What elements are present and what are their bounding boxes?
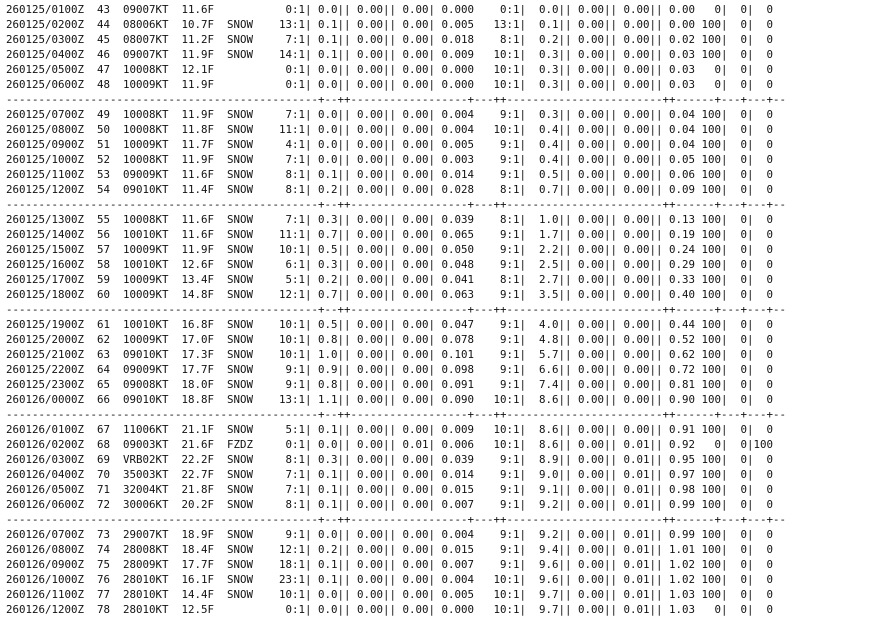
data-row: 260125/0300Z 45 08007KT 11.2F SNOW 7:1| 0.1|| 0.00|| 0.00| 0.018 8:1| 0.2|| 0.00|| 0.00|| 0.02 100| 0| 0 <box>6 33 774 46</box>
data-row: 260125/0600Z 48 10009KT 11.9F 0:1| 0.0|| 0.00|| 0.00| 0.000 10:1| 0.3|| 0.00|| 0.00|| 0.03 0| 0| 0 <box>6 78 774 91</box>
data-row: 260126/0500Z 71 32004KT 21.8F SNOW 7:1| 0.1|| 0.00|| 0.00| 0.015 9:1| 9.1|| 0.00|| 0.01|| 0.98 100| 0| 0 <box>6 483 774 496</box>
data-row: 260126/0800Z 74 28008KT 18.4F SNOW 12:1| 0.2|| 0.00|| 0.00| 0.015 9:1| 9.4|| 0.00|| 0.01|| 1.01 100| 0| 0 <box>6 543 774 556</box>
data-row: 260125/1300Z 55 10008KT 11.6F SNOW 7:1| 0.3|| 0.00|| 0.00| 0.039 8:1| 1.0|| 0.00|| 0.00|| 0.13 100| 0| 0 <box>6 213 774 226</box>
data-row: 260125/0900Z 51 10009KT 11.7F SNOW 4:1| 0.0|| 0.00|| 0.00| 0.005 9:1| 0.4|| 0.00|| 0.00|| 0.04 100| 0| 0 <box>6 138 774 151</box>
data-row: 260125/1900Z 61 10010KT 16.8F SNOW 10:1| 0.5|| 0.00|| 0.00| 0.047 9:1| 4.0|| 0.00|| 0.00|| 0.44 100| 0| 0 <box>6 318 774 331</box>
data-row: 260126/0900Z 75 28009KT 17.7F SNOW 18:1| 0.1|| 0.00|| 0.00| 0.007 9:1| 9.6|| 0.00|| 0.01|| 1.02 100| 0| 0 <box>6 558 774 571</box>
data-row: 260125/2300Z 65 09008KT 18.0F SNOW 9:1| 0.8|| 0.00|| 0.00| 0.091 9:1| 7.4|| 0.00|| 0.00|| 0.81 100| 0| 0 <box>6 378 774 391</box>
data-row: 260125/1600Z 58 10010KT 12.6F SNOW 6:1| 0.3|| 0.00|| 0.00| 0.048 9:1| 2.5|| 0.00|| 0.00|| 0.29 100| 0| 0 <box>6 258 774 271</box>
data-row: 260126/0300Z 69 VRB02KT 22.2F SNOW 8:1| 0.3|| 0.00|| 0.00| 0.039 9:1| 8.9|| 0.00|| 0.01|| 0.95 100| 0| 0 <box>6 453 774 466</box>
data-row: 260126/0700Z 73 29007KT 18.9F SNOW 9:1| 0.0|| 0.00|| 0.00| 0.004 9:1| 9.2|| 0.00|| 0.01|| 0.99 100| 0| 0 <box>6 528 774 541</box>
separator-line: ------------------------------------------------+--++------------------+---++------------------------++------+---+---+-- <box>6 198 787 211</box>
separator-line: ------------------------------------------------+--++------------------+---++------------------------++------+---+---+-- <box>6 513 787 526</box>
data-row: 260125/0700Z 49 10008KT 11.9F SNOW 7:1| 0.0|| 0.00|| 0.00| 0.004 9:1| 0.3|| 0.00|| 0.00|| 0.04 100| 0| 0 <box>6 108 774 121</box>
data-row: 260126/1100Z 77 28010KT 14.4F SNOW 10:1| 0.0|| 0.00|| 0.00| 0.005 10:1| 9.7|| 0.00|| 0.01|| 1.03 100| 0| 0 <box>6 588 774 601</box>
data-row: 260126/0200Z 68 09003KT 21.6F FZDZ 0:1| 0.0|| 0.00|| 0.01| 0.006 10:1| 8.6|| 0.00|| 0.01|| 0.92 0| 0|100 <box>6 438 774 451</box>
data-row: 260125/0800Z 50 10008KT 11.8F SNOW 11:1| 0.0|| 0.00|| 0.00| 0.004 10:1| 0.4|| 0.00|| 0.00|| 0.04 100| 0| 0 <box>6 123 774 136</box>
data-row: 260125/1500Z 57 10009KT 11.9F SNOW 10:1| 0.5|| 0.00|| 0.00| 0.050 9:1| 2.2|| 0.00|| 0.00|| 0.24 100| 0| 0 <box>6 243 774 256</box>
separator-line: ------------------------------------------------+--++------------------+---++------------------------++------+---+---+-- <box>6 408 787 421</box>
data-row: 260125/0200Z 44 08006KT 10.7F SNOW 13:1| 0.1|| 0.00|| 0.00| 0.005 13:1| 0.1|| 0.00|| 0.00|| 0.00 100| 0| 0 <box>6 18 774 31</box>
data-row: 260126/1200Z 78 28010KT 12.5F 0:1| 0.0|| 0.00|| 0.00| 0.000 10:1| 9.7|| 0.00|| 0.01|| 1.03 0| 0| 0 <box>6 603 774 616</box>
data-row: 260125/1000Z 52 10008KT 11.9F SNOW 7:1| 0.0|| 0.00|| 0.00| 0.003 9:1| 0.4|| 0.00|| 0.00|| 0.05 100| 0| 0 <box>6 153 774 166</box>
data-row: 260126/0000Z 66 09010KT 18.8F SNOW 13:1| 1.1|| 0.00|| 0.00| 0.090 10:1| 8.6|| 0.00|| 0.00|| 0.90 100| 0| 0 <box>6 393 774 406</box>
data-row: 260125/1100Z 53 09009KT 11.6F SNOW 8:1| 0.1|| 0.00|| 0.00| 0.014 9:1| 0.5|| 0.00|| 0.00|| 0.06 100| 0| 0 <box>6 168 774 181</box>
data-row: 260125/0400Z 46 09007KT 11.9F SNOW 14:1| 0.1|| 0.00|| 0.00| 0.009 10:1| 0.3|| 0.00|| 0.00|| 0.03 100| 0| 0 <box>6 48 774 61</box>
data-row: 260125/1700Z 59 10009KT 13.4F SNOW 5:1| 0.2|| 0.00|| 0.00| 0.041 8:1| 2.7|| 0.00|| 0.00|| 0.33 100| 0| 0 <box>6 273 774 286</box>
data-row: 260125/2200Z 64 09009KT 17.7F SNOW 9:1| 0.9|| 0.00|| 0.00| 0.098 9:1| 6.6|| 0.00|| 0.00|| 0.72 100| 0| 0 <box>6 363 774 376</box>
data-row: 260125/2100Z 63 09010KT 17.3F SNOW 10:1| 1.0|| 0.00|| 0.00| 0.101 9:1| 5.7|| 0.00|| 0.00|| 0.62 100| 0| 0 <box>6 348 774 361</box>
separator-line: ------------------------------------------------+--++------------------+---++------------------------++------+---+---+-- <box>6 93 787 106</box>
data-row: 260125/1400Z 56 10010KT 11.6F SNOW 11:1| 0.7|| 0.00|| 0.00| 0.065 9:1| 1.7|| 0.00|| 0.00|| 0.19 100| 0| 0 <box>6 228 774 241</box>
data-row: 260125/0500Z 47 10008KT 12.1F 0:1| 0.0|| 0.00|| 0.00| 0.000 10:1| 0.3|| 0.00|| 0.00|| 0.03 0| 0| 0 <box>6 63 774 76</box>
data-row: 260126/0600Z 72 30006KT 20.2F SNOW 8:1| 0.1|| 0.00|| 0.00| 0.007 9:1| 9.2|| 0.00|| 0.01|| 0.99 100| 0| 0 <box>6 498 774 511</box>
data-row: 260126/1000Z 76 28010KT 16.1F SNOW 23:1| 0.1|| 0.00|| 0.00| 0.004 10:1| 9.6|| 0.00|| 0.01|| 1.02 100| 0| 0 <box>6 573 774 586</box>
data-row: 260126/0100Z 67 11006KT 21.1F SNOW 5:1| 0.1|| 0.00|| 0.00| 0.009 10:1| 8.6|| 0.00|| 0.00|| 0.91 100| 0| 0 <box>6 423 774 436</box>
data-row: 260125/2000Z 62 10009KT 17.0F SNOW 10:1| 0.8|| 0.00|| 0.00| 0.078 9:1| 4.8|| 0.00|| 0.00|| 0.52 100| 0| 0 <box>6 333 774 346</box>
separator-line: ------------------------------------------------+--++------------------+---++------------------------++------+---+---+-- <box>6 303 787 316</box>
data-row: 260126/0400Z 70 35003KT 22.7F SNOW 7:1| 0.1|| 0.00|| 0.00| 0.014 9:1| 9.0|| 0.00|| 0.01|| 0.97 100| 0| 0 <box>6 468 774 481</box>
data-row: 260125/0100Z 43 09007KT 11.6F 0:1| 0.0|| 0.00|| 0.00| 0.000 0:1| 0.0|| 0.00|| 0.00|| 0.00 0| 0| 0 <box>6 3 774 16</box>
data-row: 260125/1800Z 60 10009KT 14.8F SNOW 12:1| 0.7|| 0.00|| 0.00| 0.063 9:1| 3.5|| 0.00|| 0.00|| 0.40 100| 0| 0 <box>6 288 774 301</box>
data-row: 260125/1200Z 54 09010KT 11.4F SNOW 8:1| 0.2|| 0.00|| 0.00| 0.028 8:1| 0.7|| 0.00|| 0.00|| 0.09 100| 0| 0 <box>6 183 774 196</box>
